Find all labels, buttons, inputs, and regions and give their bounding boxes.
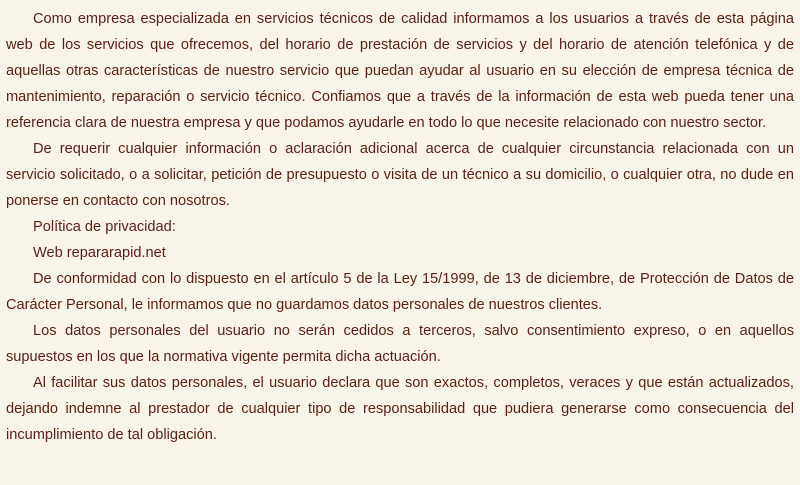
data-sharing-paragraph: Los datos personales del usuario no serán cedidos a terceros, salvo consentimiento expreso, o en aquellos supuestos en los que la normativa vigente permita dicha actuación.: [6, 323, 794, 365]
privacy-policy-heading: Política de privacidad:: [33, 219, 176, 235]
contact-paragraph: De requerir cualquier información o aclaración adicional acerca de cualquier circunstancia relacionada con un servicio solicitado, o a solicitar, petición de presupuesto o visita de un técnico a su domicilio, o cualquier otra, no dude en ponerse en contacto con nosotros.: [6, 141, 794, 209]
user-declaration-paragraph: Al facilitar sus datos personales, el usuario declara que son exactos, completos, veraces y que están actualizados, dejando indemne al prestador de cualquier tipo de responsabilidad que pudiera generarse como consecuencia del incumplimiento de tal obligación.: [6, 375, 794, 443]
intro-paragraph: Como empresa especializada en servicios técnicos de calidad informamos a los usuarios a través de esta página web de los servicios que ofrecemos, del horario de prestación de servicios y del horario de atención telefónica y de aquellas otras características de nuestro servicio que puedan ayudar al usuario en su elección de empresa técnica de mantenimiento, reparación o servicio técnico. Confiamos que a través de la información de esta web pueda tener una referencia clara de nuestra empresa y que podamos ayudarle en todo lo que necesite relacionado con nuestro sector.: [6, 11, 794, 131]
website-name: Web repararapid.net: [33, 245, 166, 261]
data-protection-paragraph: De conformidad con lo dispuesto en el artículo 5 de la Ley 15/1999, de 13 de diciembre, de Protección de Datos de Carácter Personal, le informamos que no guardamos datos personales de nuestros clientes.: [6, 271, 794, 313]
